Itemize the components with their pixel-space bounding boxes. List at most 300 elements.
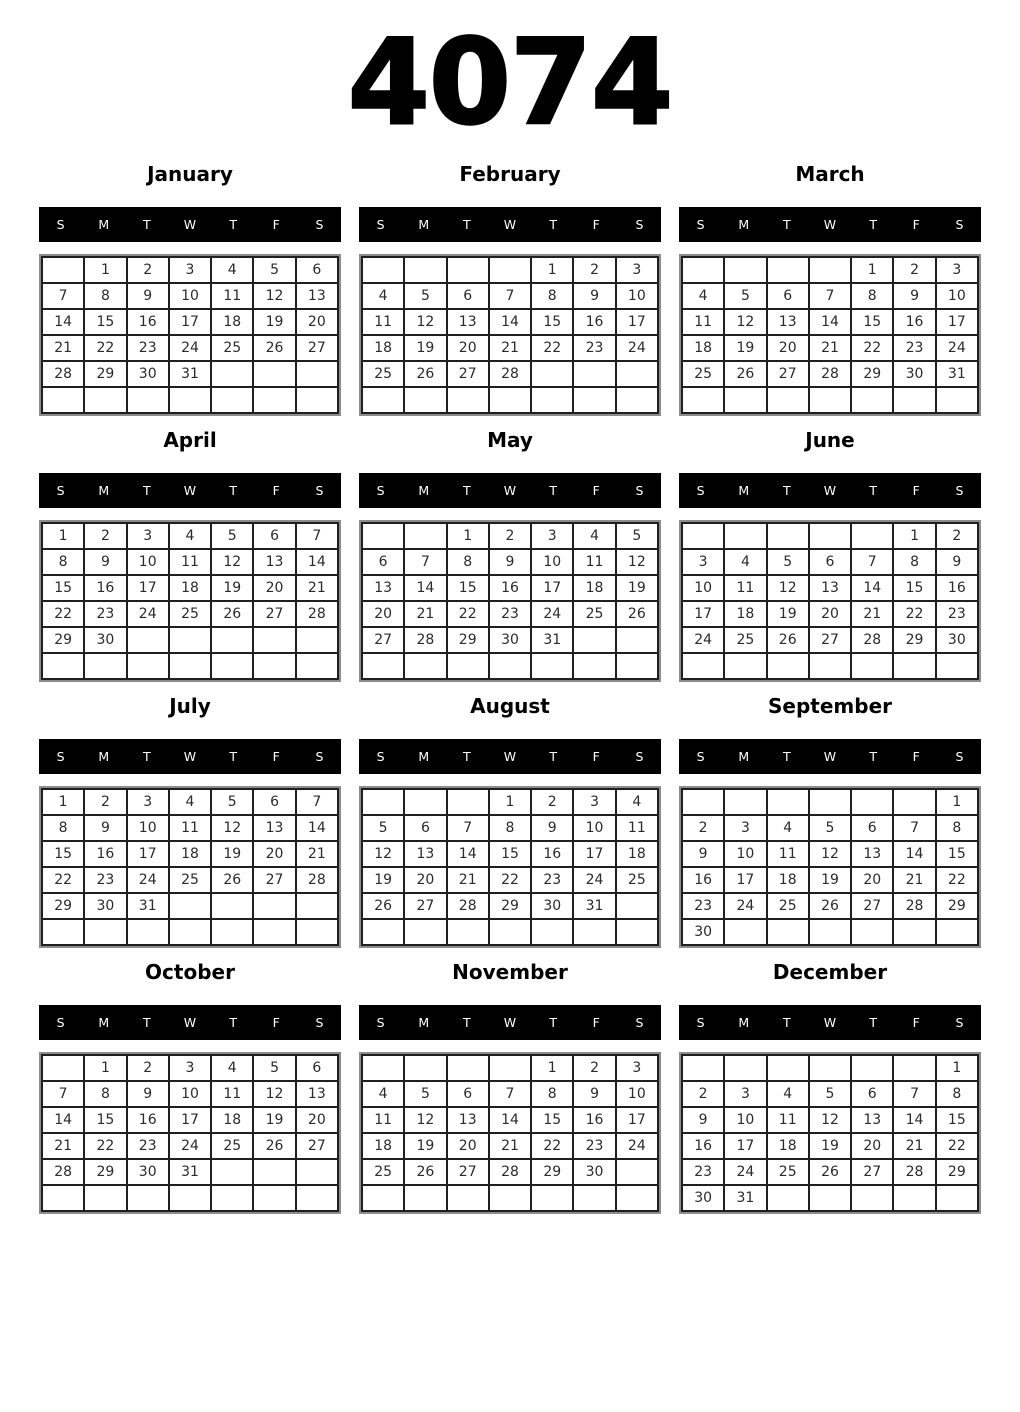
date-cell: 22 <box>84 335 126 361</box>
date-cell: 27 <box>851 1159 893 1185</box>
weekday-label: T <box>463 217 471 232</box>
date-cell: 31 <box>531 627 573 653</box>
date-cell: 10 <box>616 1081 658 1107</box>
week-row <box>42 1133 338 1159</box>
week-row <box>362 1133 658 1159</box>
date-cell: 3 <box>682 549 724 575</box>
date-cell: 23 <box>893 335 935 361</box>
empty-date-cell <box>296 1185 338 1211</box>
date-cell: 28 <box>809 361 851 387</box>
months-row-4 <box>0 960 1020 1214</box>
week-row <box>362 1081 658 1107</box>
date-cell: 27 <box>253 601 295 627</box>
date-cell: 26 <box>724 361 766 387</box>
date-cell: 26 <box>211 867 253 893</box>
week-row <box>362 1055 658 1081</box>
week-row <box>682 575 978 601</box>
date-cell: 12 <box>616 549 658 575</box>
weekday-label: M <box>738 749 750 764</box>
empty-date-cell <box>893 387 935 413</box>
date-cell: 6 <box>404 815 446 841</box>
date-cell: 7 <box>296 789 338 815</box>
weekday-label: F <box>912 483 920 498</box>
date-cell: 24 <box>573 867 615 893</box>
date-cell: 24 <box>169 1133 211 1159</box>
date-cell: 5 <box>809 1081 851 1107</box>
date-cell: 19 <box>809 1133 851 1159</box>
date-grid-frame <box>679 520 981 682</box>
date-cell: 29 <box>851 361 893 387</box>
date-cell: 8 <box>531 283 573 309</box>
date-cell: 12 <box>211 815 253 841</box>
date-cell: 12 <box>362 841 404 867</box>
date-cell: 17 <box>936 309 978 335</box>
empty-date-cell <box>724 789 766 815</box>
week-row <box>362 361 658 387</box>
date-cell: 13 <box>851 1107 893 1133</box>
date-cell: 19 <box>253 1107 295 1133</box>
date-cell: 29 <box>489 893 531 919</box>
date-cell: 10 <box>531 549 573 575</box>
date-cell: 12 <box>253 1081 295 1107</box>
date-grid <box>361 1054 659 1212</box>
date-cell: 26 <box>211 601 253 627</box>
date-cell: 14 <box>893 1107 935 1133</box>
date-cell: 3 <box>531 523 573 549</box>
date-cell: 5 <box>616 523 658 549</box>
date-cell: 25 <box>616 867 658 893</box>
date-grid-frame <box>359 1052 661 1214</box>
date-cell: 26 <box>253 1133 295 1159</box>
months-row-2 <box>0 428 1020 682</box>
date-cell: 23 <box>84 867 126 893</box>
empty-date-cell <box>211 1185 253 1211</box>
weekday-label: W <box>503 749 517 764</box>
date-cell: 31 <box>724 1185 766 1211</box>
date-cell: 4 <box>211 257 253 283</box>
date-cell: 21 <box>851 601 893 627</box>
week-row <box>42 627 338 653</box>
date-cell: 10 <box>127 815 169 841</box>
date-cell: 11 <box>767 1107 809 1133</box>
date-grid <box>681 1054 979 1212</box>
week-row <box>682 601 978 627</box>
empty-date-cell <box>127 627 169 653</box>
empty-date-cell <box>573 1185 615 1211</box>
date-grid-frame <box>39 254 341 416</box>
date-cell: 8 <box>489 815 531 841</box>
week-row <box>362 1107 658 1133</box>
week-row <box>682 1055 978 1081</box>
date-cell: 5 <box>404 283 446 309</box>
date-cell: 27 <box>447 1159 489 1185</box>
date-cell: 28 <box>893 1159 935 1185</box>
empty-date-cell <box>809 1185 851 1211</box>
empty-date-cell <box>296 919 338 945</box>
date-cell: 10 <box>936 283 978 309</box>
date-cell: 8 <box>447 549 489 575</box>
week-row <box>682 1107 978 1133</box>
date-cell: 10 <box>169 1081 211 1107</box>
empty-date-cell <box>404 653 446 679</box>
empty-date-cell <box>936 387 978 413</box>
empty-date-cell <box>447 919 489 945</box>
date-cell: 7 <box>893 1081 935 1107</box>
empty-date-cell <box>84 387 126 413</box>
empty-date-cell <box>211 893 253 919</box>
empty-date-cell <box>42 653 84 679</box>
month-title: December <box>772 960 888 984</box>
date-cell: 31 <box>169 361 211 387</box>
date-cell: 1 <box>84 257 126 283</box>
date-cell: 1 <box>42 523 84 549</box>
weekday-header-row <box>679 207 981 242</box>
weekday-label: S <box>56 749 65 764</box>
date-cell: 20 <box>447 1133 489 1159</box>
date-cell: 21 <box>42 1133 84 1159</box>
weekday-label: F <box>592 749 600 764</box>
week-row <box>362 789 658 815</box>
date-cell: 20 <box>362 601 404 627</box>
empty-date-cell <box>169 1185 211 1211</box>
date-cell: 9 <box>127 283 169 309</box>
week-row <box>362 1185 658 1211</box>
date-cell: 3 <box>169 1055 211 1081</box>
date-grid-frame <box>359 786 661 948</box>
month-title: April <box>163 428 217 452</box>
date-cell: 29 <box>42 627 84 653</box>
week-row <box>362 841 658 867</box>
date-cell: 22 <box>851 335 893 361</box>
empty-date-cell <box>404 1185 446 1211</box>
date-cell: 23 <box>531 867 573 893</box>
date-cell: 11 <box>169 549 211 575</box>
date-cell: 31 <box>936 361 978 387</box>
date-cell: 17 <box>724 867 766 893</box>
weekday-label: S <box>635 217 644 232</box>
weekday-label: F <box>272 217 280 232</box>
date-cell: 16 <box>489 575 531 601</box>
date-cell: 8 <box>531 1081 573 1107</box>
empty-date-cell <box>682 1055 724 1081</box>
date-cell: 28 <box>296 601 338 627</box>
date-cell: 18 <box>362 1133 404 1159</box>
date-cell: 20 <box>851 1133 893 1159</box>
date-cell: 19 <box>616 575 658 601</box>
date-cell: 1 <box>936 1055 978 1081</box>
date-cell: 10 <box>724 841 766 867</box>
date-cell: 11 <box>616 815 658 841</box>
weekday-header-row <box>359 473 661 508</box>
date-cell: 18 <box>211 1107 253 1133</box>
month-title: February <box>459 162 561 186</box>
date-cell: 6 <box>447 283 489 309</box>
empty-date-cell <box>767 1185 809 1211</box>
empty-date-cell <box>809 1055 851 1081</box>
weekday-label: T <box>783 1015 791 1030</box>
date-cell: 23 <box>84 601 126 627</box>
date-cell: 18 <box>211 309 253 335</box>
week-row <box>42 1107 338 1133</box>
date-cell: 9 <box>682 841 724 867</box>
date-cell: 25 <box>169 601 211 627</box>
date-cell: 19 <box>767 601 809 627</box>
month-december <box>679 960 981 1214</box>
week-row <box>682 335 978 361</box>
weekday-label: T <box>229 483 237 498</box>
date-cell: 7 <box>296 523 338 549</box>
weekday-label: S <box>376 217 385 232</box>
weekday-label: W <box>183 749 197 764</box>
date-grid <box>361 788 659 946</box>
weekday-header-row <box>39 739 341 774</box>
date-cell: 8 <box>936 815 978 841</box>
date-cell: 7 <box>447 815 489 841</box>
date-cell: 20 <box>767 335 809 361</box>
week-row <box>362 335 658 361</box>
date-cell: 13 <box>809 575 851 601</box>
week-row <box>42 841 338 867</box>
weekday-label: S <box>376 483 385 498</box>
month-title: March <box>795 162 865 186</box>
date-cell: 24 <box>531 601 573 627</box>
weekday-label: S <box>955 1015 964 1030</box>
date-cell: 6 <box>253 523 295 549</box>
date-cell: 28 <box>296 867 338 893</box>
week-row <box>42 653 338 679</box>
date-cell: 14 <box>893 841 935 867</box>
date-cell: 30 <box>893 361 935 387</box>
weekday-header-row <box>679 739 981 774</box>
empty-date-cell <box>809 523 851 549</box>
date-cell: 16 <box>127 309 169 335</box>
date-cell: 7 <box>42 1081 84 1107</box>
date-cell: 24 <box>724 1159 766 1185</box>
date-cell: 15 <box>84 309 126 335</box>
empty-date-cell <box>573 387 615 413</box>
empty-date-cell <box>809 257 851 283</box>
weekday-label: M <box>98 217 110 232</box>
empty-date-cell <box>169 893 211 919</box>
date-cell: 14 <box>296 815 338 841</box>
date-grid <box>41 256 339 414</box>
empty-date-cell <box>42 257 84 283</box>
date-cell: 24 <box>682 627 724 653</box>
month-october <box>39 960 341 1214</box>
date-cell: 19 <box>809 867 851 893</box>
date-cell: 28 <box>851 627 893 653</box>
week-row <box>682 1185 978 1211</box>
date-cell: 3 <box>616 257 658 283</box>
weekday-label: M <box>738 483 750 498</box>
date-cell: 2 <box>573 1055 615 1081</box>
date-cell: 6 <box>362 549 404 575</box>
week-row <box>42 575 338 601</box>
date-cell: 2 <box>682 815 724 841</box>
date-cell: 4 <box>169 789 211 815</box>
date-cell: 1 <box>84 1055 126 1081</box>
date-cell: 11 <box>724 575 766 601</box>
weekday-label: F <box>592 217 600 232</box>
date-cell: 27 <box>447 361 489 387</box>
date-cell: 4 <box>616 789 658 815</box>
empty-date-cell <box>211 361 253 387</box>
date-cell: 12 <box>767 575 809 601</box>
date-cell: 3 <box>127 523 169 549</box>
date-cell: 15 <box>531 1107 573 1133</box>
empty-date-cell <box>169 387 211 413</box>
date-cell: 16 <box>127 1107 169 1133</box>
date-cell: 30 <box>682 919 724 945</box>
date-cell: 18 <box>767 1133 809 1159</box>
weekday-label: W <box>503 217 517 232</box>
month-title: September <box>768 694 892 718</box>
weekday-label: S <box>56 483 65 498</box>
weekday-header-row <box>39 207 341 242</box>
weekday-label: W <box>183 217 197 232</box>
date-cell: 28 <box>42 1159 84 1185</box>
date-cell: 4 <box>767 1081 809 1107</box>
empty-date-cell <box>809 387 851 413</box>
week-row <box>42 361 338 387</box>
month-title: May <box>487 428 533 452</box>
date-cell: 10 <box>169 283 211 309</box>
date-cell: 2 <box>682 1081 724 1107</box>
date-cell: 18 <box>767 867 809 893</box>
date-cell: 28 <box>489 361 531 387</box>
date-cell: 9 <box>893 283 935 309</box>
date-cell: 17 <box>127 841 169 867</box>
empty-date-cell <box>616 919 658 945</box>
empty-date-cell <box>84 653 126 679</box>
date-cell: 29 <box>936 893 978 919</box>
week-row <box>682 653 978 679</box>
date-cell: 27 <box>404 893 446 919</box>
week-row <box>682 309 978 335</box>
empty-date-cell <box>84 919 126 945</box>
date-cell: 7 <box>404 549 446 575</box>
date-cell: 24 <box>169 335 211 361</box>
empty-date-cell <box>253 893 295 919</box>
date-cell: 28 <box>42 361 84 387</box>
date-cell: 13 <box>447 309 489 335</box>
week-row <box>682 283 978 309</box>
empty-date-cell <box>84 1185 126 1211</box>
weekday-label: M <box>418 749 430 764</box>
week-row <box>42 867 338 893</box>
weekday-label: M <box>738 217 750 232</box>
empty-date-cell <box>127 1185 169 1211</box>
date-cell: 9 <box>573 1081 615 1107</box>
date-cell: 25 <box>211 1133 253 1159</box>
date-cell: 5 <box>211 523 253 549</box>
empty-date-cell <box>253 919 295 945</box>
date-cell: 14 <box>851 575 893 601</box>
week-row <box>42 601 338 627</box>
date-cell: 19 <box>211 575 253 601</box>
date-cell: 2 <box>573 257 615 283</box>
week-row <box>682 893 978 919</box>
date-cell: 9 <box>573 283 615 309</box>
empty-date-cell <box>211 627 253 653</box>
date-cell: 22 <box>42 867 84 893</box>
empty-date-cell <box>447 387 489 413</box>
date-cell: 26 <box>362 893 404 919</box>
empty-date-cell <box>127 387 169 413</box>
weekday-label: S <box>696 749 705 764</box>
date-cell: 30 <box>573 1159 615 1185</box>
date-cell: 15 <box>851 309 893 335</box>
date-cell: 3 <box>127 789 169 815</box>
week-row <box>682 815 978 841</box>
date-grid <box>41 788 339 946</box>
empty-date-cell <box>616 653 658 679</box>
date-cell: 15 <box>447 575 489 601</box>
date-cell: 25 <box>211 335 253 361</box>
date-cell: 12 <box>809 1107 851 1133</box>
date-cell: 3 <box>936 257 978 283</box>
date-cell: 16 <box>682 1133 724 1159</box>
date-cell: 1 <box>893 523 935 549</box>
date-cell: 23 <box>682 893 724 919</box>
date-cell: 29 <box>84 361 126 387</box>
week-row <box>682 841 978 867</box>
date-cell: 31 <box>169 1159 211 1185</box>
empty-date-cell <box>893 919 935 945</box>
date-cell: 12 <box>211 549 253 575</box>
date-cell: 19 <box>404 1133 446 1159</box>
date-cell: 2 <box>531 789 573 815</box>
date-cell: 30 <box>84 893 126 919</box>
date-cell: 29 <box>84 1159 126 1185</box>
date-cell: 22 <box>42 601 84 627</box>
empty-date-cell <box>767 1055 809 1081</box>
date-cell: 9 <box>531 815 573 841</box>
weekday-label: F <box>272 749 280 764</box>
empty-date-cell <box>253 1159 295 1185</box>
week-row <box>42 309 338 335</box>
date-cell: 25 <box>724 627 766 653</box>
date-cell: 4 <box>767 815 809 841</box>
empty-date-cell <box>296 893 338 919</box>
date-cell: 14 <box>447 841 489 867</box>
week-row <box>42 335 338 361</box>
date-cell: 18 <box>616 841 658 867</box>
month-august <box>359 694 661 948</box>
empty-date-cell <box>936 1185 978 1211</box>
date-cell: 20 <box>447 335 489 361</box>
weekday-header-row <box>679 1005 981 1040</box>
week-row <box>42 257 338 283</box>
date-cell: 21 <box>404 601 446 627</box>
year-title: 4074 <box>347 13 673 151</box>
empty-date-cell <box>809 789 851 815</box>
weekday-label: T <box>549 217 557 232</box>
weekday-label: M <box>418 217 430 232</box>
date-cell: 2 <box>489 523 531 549</box>
empty-date-cell <box>404 523 446 549</box>
empty-date-cell <box>362 1185 404 1211</box>
empty-date-cell <box>169 627 211 653</box>
date-cell: 22 <box>531 335 573 361</box>
date-cell: 17 <box>724 1133 766 1159</box>
date-cell: 20 <box>809 601 851 627</box>
weekday-label: S <box>376 1015 385 1030</box>
months-row-3 <box>0 694 1020 948</box>
weekday-label: T <box>783 217 791 232</box>
date-cell: 2 <box>936 523 978 549</box>
date-cell: 23 <box>936 601 978 627</box>
